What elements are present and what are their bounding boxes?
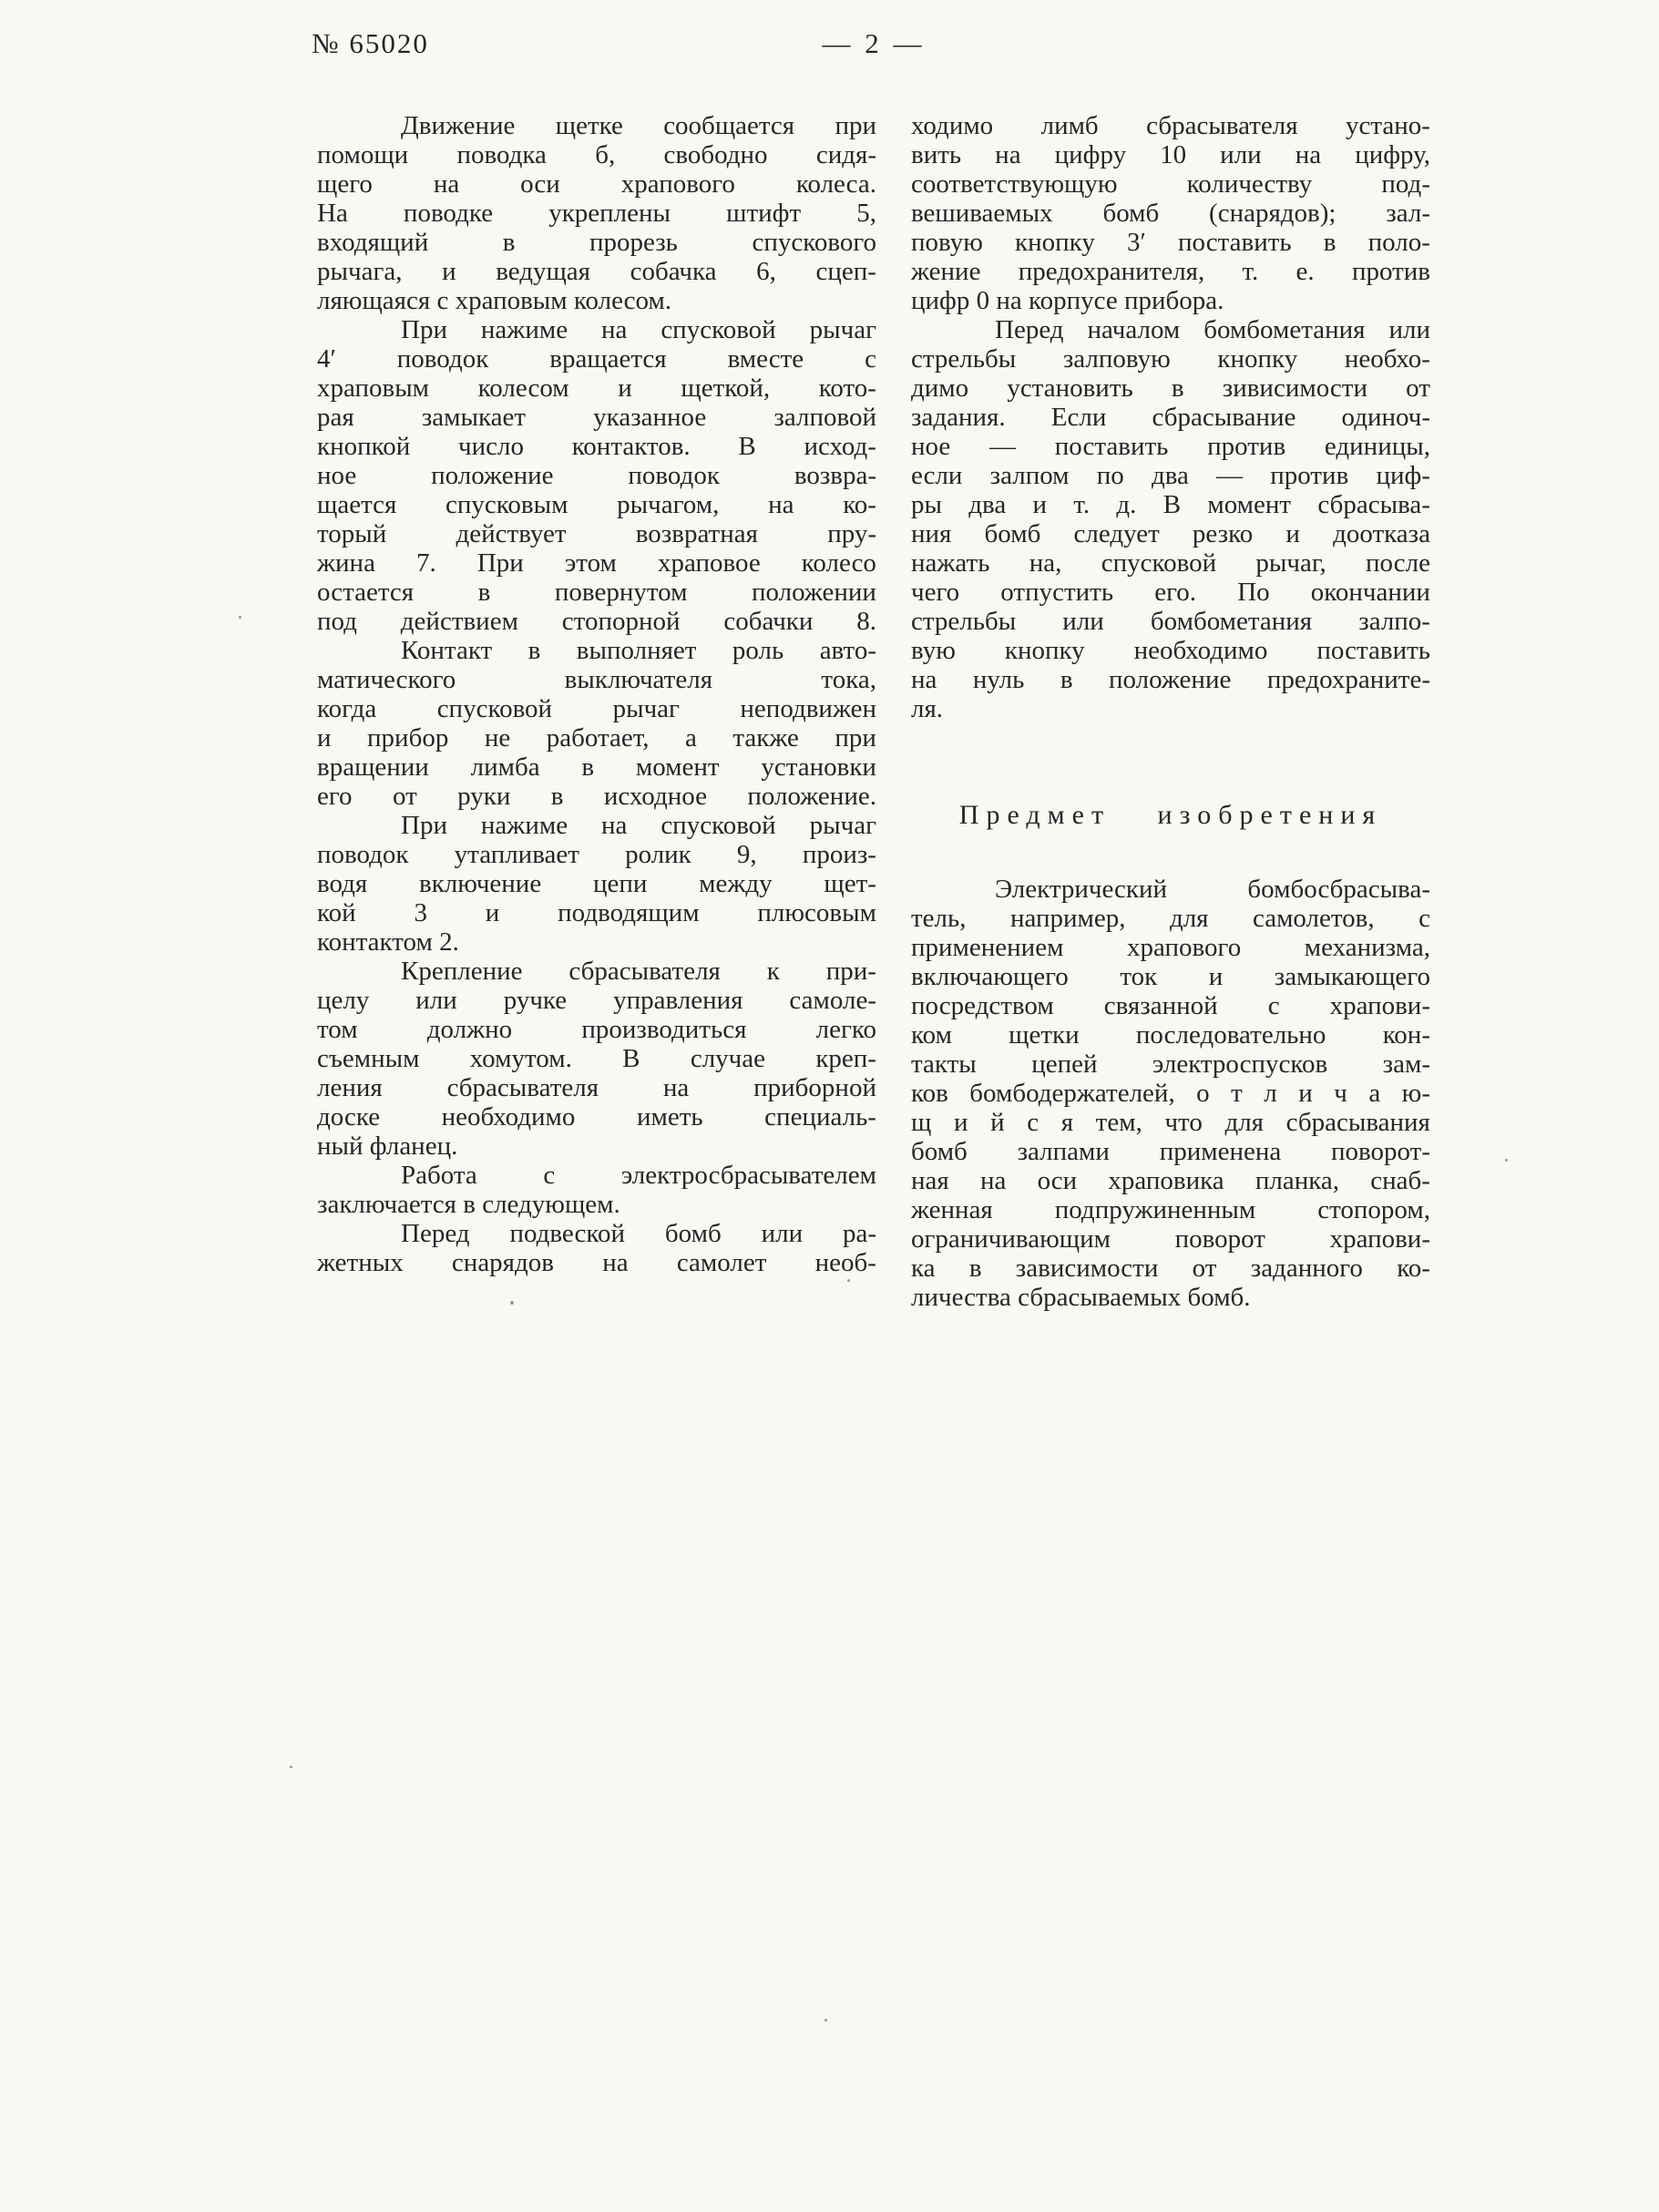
text-line: водя включение цепи между щет- — [317, 869, 876, 898]
page-number: — 2 — — [822, 27, 926, 59]
text-line: Движение щетке сообщается при — [401, 111, 876, 140]
text-line: ограничивающим поворот храпови- — [911, 1224, 1430, 1254]
text-line: вую кнопку необходимо поставить — [911, 636, 1430, 665]
scan-speck — [824, 2019, 827, 2022]
page-header — [312, 26, 1430, 62]
text-line: кой 3 и подводящим плюсовым — [317, 898, 876, 927]
text-line: чего отпустить его. По окончании — [911, 578, 1430, 607]
text-line: Крепление сбрасывателя к при- — [401, 957, 876, 986]
column-left — [317, 111, 876, 1312]
text-line: ходимо лимб сбрасывателя устано- — [911, 111, 1430, 140]
text-line: его от руки в исходное положение. — [317, 782, 876, 811]
text-line: съемным хомутом. В случае креп- — [317, 1044, 876, 1073]
text-line: контактом 2. — [317, 927, 459, 957]
text-line: щ и й с я тем, что для сбрасывания — [911, 1108, 1430, 1137]
text-line: щается спусковым рычагом, на ко- — [317, 490, 876, 519]
scan-speck — [1505, 1159, 1508, 1162]
text-line: ков бомбодержателей, о т л и ч а ю- — [911, 1079, 1430, 1108]
scan-speck — [847, 1279, 850, 1282]
text-line: бомб залпами применена поворот- — [911, 1137, 1430, 1166]
text-columns — [317, 111, 1430, 1312]
text-line: ля. — [911, 694, 944, 723]
column-right — [911, 111, 1430, 1312]
text-line: жение предохранителя, т. е. против — [911, 257, 1430, 286]
text-line: матического выключателя тока, — [317, 665, 876, 694]
scan-speck — [239, 616, 241, 619]
text-line: рычага, и ведущая собачка 6, сцеп- — [317, 257, 876, 286]
text-line: задания. Если сбрасывание одиноч- — [911, 403, 1430, 432]
text-line: заключается в следующем. — [317, 1190, 620, 1219]
text-line: ный фланец. — [317, 1132, 458, 1161]
text-line: помощи поводка б, свободно сидя- — [317, 140, 876, 169]
text-line: применением храпового механизма, — [911, 933, 1430, 962]
text-line: женная подпружиненным стопором, — [911, 1195, 1430, 1224]
text-line: целу или ручке управления самоле- — [317, 986, 876, 1015]
text-line: на нуль в положение предохраните- — [911, 665, 1430, 694]
text-line: димо установить в зивисимости от — [911, 374, 1430, 403]
text-line: ры два и т. д. В момент сбрасыва- — [911, 490, 1430, 519]
text-line: личества сбрасываемых бомб. — [911, 1283, 1251, 1312]
text-line: ляющаяся с храповым колесом. — [317, 286, 672, 315]
text-line: 4′ поводок вращается вместе с — [317, 344, 876, 374]
text-line: Электрический бомбосбрасыва- — [995, 875, 1430, 904]
text-line: под действием стопорной собачки 8. — [317, 607, 876, 636]
text-line: жетных снарядов на самолет необ- — [317, 1248, 876, 1277]
text-line: вешиваемых бомб (снарядов); зал- — [911, 199, 1430, 228]
text-line: если залпом по два — против циф- — [911, 461, 1430, 490]
text-line: вращении лимба в момент установки — [317, 753, 876, 782]
text-line: цифр 0 на корпусе прибора. — [911, 286, 1224, 315]
text-line: стрельбы или бомбометания залпо- — [911, 607, 1430, 636]
text-line: повую кнопку 3′ поставить в поло- — [911, 228, 1430, 257]
text-line: Контакт в выполняет роль авто- — [401, 636, 876, 665]
text-line: стрельбы залповую кнопку необхо- — [911, 344, 1430, 374]
text-line: ком щетки последовательно кон- — [911, 1020, 1430, 1050]
text-line: жина 7. При этом храповое колесо — [317, 548, 876, 578]
text-line: входящий в прорезь спускового — [317, 228, 876, 257]
text-line: рая замыкает указанное залповой — [317, 403, 876, 432]
text-line: тель, например, для самолетов, с — [911, 904, 1430, 933]
text-line: вить на цифру 10 или на цифру, — [911, 140, 1430, 169]
text-line: такты цепей электроспусков зам- — [911, 1050, 1430, 1079]
text-line: Работа с электросбрасывателем — [401, 1161, 876, 1190]
text-line: нажать на, спусковой рычаг, после — [911, 548, 1430, 578]
text-line: торый действует возвратная пру- — [317, 519, 876, 548]
text-line: посредством связанной с храпови- — [911, 991, 1430, 1020]
section-heading: Предмет изобретения — [958, 800, 1383, 830]
text-line: При нажиме на спусковой рычаг — [401, 315, 876, 344]
text-line: ния бомб следует резко и доотказа — [911, 519, 1430, 548]
text-line: ка в зависимости от заданного ко- — [911, 1254, 1430, 1283]
text-line: когда спусковой рычаг неподвижен — [317, 694, 876, 723]
text-line: поводок утапливает ролик 9, произ- — [317, 840, 876, 869]
text-line: ное положение поводок возвра- — [317, 461, 876, 490]
scan-speck — [290, 1766, 292, 1768]
text-line: и прибор не работает, а также при — [317, 723, 876, 753]
text-line: ная на оси храповика планка, снаб- — [911, 1166, 1430, 1195]
text-line: доске необходимо иметь специаль- — [317, 1102, 876, 1132]
text-line: Перед началом бомбометания или — [995, 315, 1430, 344]
text-line: соответствующую количеству под- — [911, 169, 1430, 199]
text-line: ное — поставить против единицы, — [911, 432, 1430, 461]
text-line: щего на оси храпового колеса. — [317, 169, 876, 199]
text-line: остается в повернутом положении — [317, 578, 876, 607]
scan-speck — [510, 1301, 514, 1305]
patent-number: № 65020 — [312, 27, 429, 59]
text-line: На поводке укреплены штифт 5, — [317, 199, 876, 228]
text-line: ления сбрасывателя на приборной — [317, 1073, 876, 1102]
text-line: том должно производиться легко — [317, 1015, 876, 1044]
text-line: включающего ток и замыкающего — [911, 962, 1430, 991]
text-line: Перед подвеской бомб или ра- — [401, 1219, 876, 1248]
text-line: При нажиме на спусковой рычаг — [401, 811, 876, 840]
text-line: кнопкой число контактов. В исход- — [317, 432, 876, 461]
text-line: храповым колесом и щеткой, кото- — [317, 374, 876, 403]
